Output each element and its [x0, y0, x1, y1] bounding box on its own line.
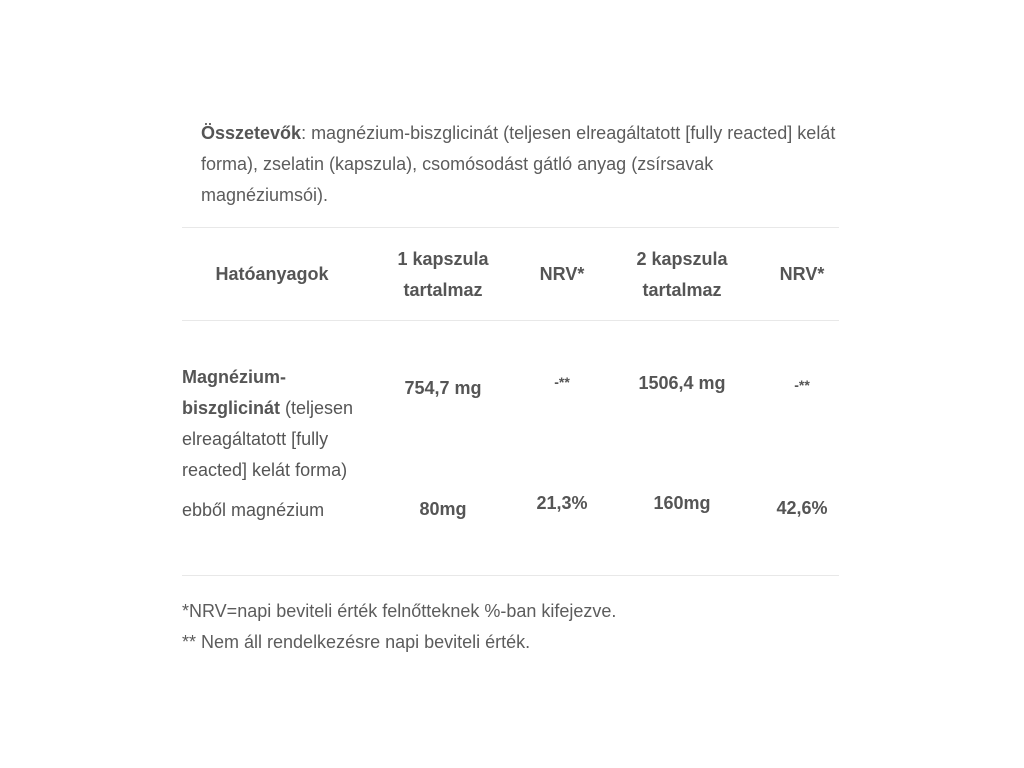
- row2-nrv-1: 21,3%: [536, 493, 588, 513]
- header-one-capsule-line2: tartalmaz: [403, 280, 483, 300]
- row1-nrv-1: -**: [554, 374, 570, 390]
- row1-name-line3: elreagáltatott [fully: [182, 429, 329, 449]
- row1-name-line4: reacted] kelát forma): [182, 460, 348, 480]
- header-nrv-2: NRV*: [779, 264, 825, 284]
- row2-one-capsule: 80mg: [419, 499, 467, 519]
- row1-nrv-2: -**: [794, 377, 810, 393]
- ingredients-paragraph: [201, 118, 841, 211]
- header-active-ingredients: Hatóanyagok: [215, 264, 329, 284]
- ingredients-text: : magnézium-biszglicinát (teljesen elreagáltatott [fully reacted] kelát forma), zselatin (kapszula), csomósodást gátló anyag (zsírsavak magnéziumsói).: [201, 123, 836, 205]
- ingredients-label: Összetevők: [201, 123, 302, 143]
- header-one-capsule-line1: 1 kapszula: [397, 249, 489, 269]
- header-bottom-rule: [182, 320, 839, 321]
- row2-two-capsules: 160mg: [653, 493, 711, 513]
- header-nrv-1: NRV*: [539, 264, 585, 284]
- row1-name-bold-line2: biszglicinát: [182, 398, 281, 418]
- header-one-capsule: [373, 244, 513, 306]
- footnote-not-available: ** Nem áll rendelkezésre napi beviteli érték.: [182, 632, 531, 652]
- row1-name-bold-line1: Magnézium-: [182, 367, 287, 387]
- row2-nrv-2: 42,6%: [776, 498, 828, 518]
- row1-one-capsule: 754,7 mg: [404, 378, 482, 398]
- row1-name-rest-line2: (teljesen: [280, 398, 354, 418]
- footnote-nrv: *NRV=napi beviteli érték felnőtteknek %-ban kifejezve.: [182, 601, 617, 621]
- header-two-capsules: [612, 244, 752, 306]
- table-row-name-magnesium-bisglycinate: [182, 362, 382, 486]
- table-bottom-rule: [182, 575, 839, 576]
- row2-name: ebből magnézium: [182, 500, 325, 520]
- row1-two-capsules: 1506,4 mg: [638, 373, 726, 393]
- header-two-capsules-line1: 2 kapszula: [636, 249, 728, 269]
- header-two-capsules-line2: tartalmaz: [642, 280, 722, 300]
- table-top-rule: [182, 227, 839, 228]
